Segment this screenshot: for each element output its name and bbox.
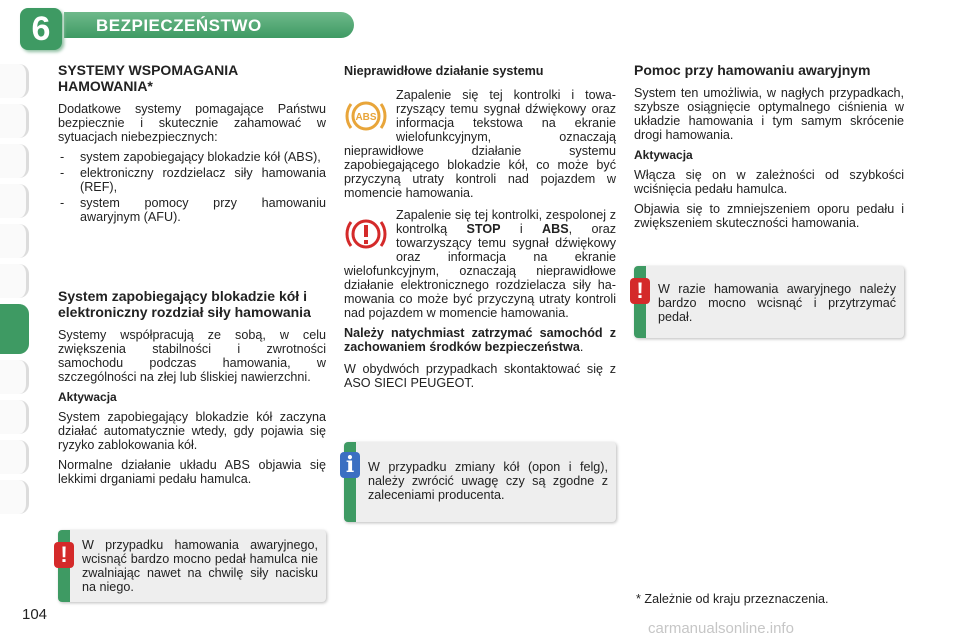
- warning-icon: !: [54, 542, 74, 568]
- warning-box-right: [634, 266, 904, 338]
- abs-lamp-paragraph: Zapalenie się tej kontrolki i towarzyszący temu sygnał dźwiękowy oraz informacja tekstowa na ekranie wielofunkcyjnym, oznaczają nieprawidłowe działanie systemu zapobiegającego blokadzie kół, co może być przyczyną utraty kontroli nad pojazdem w momencie hamowania.: [344, 88, 616, 200]
- chapter-tabs: [0, 64, 26, 520]
- activation-paragraph: System zapobiegający blokadzie kół zaczyna działać automatycznie wtedy, gdy pojawia się ryzyko zablokowania kół.: [58, 410, 326, 452]
- chapter-title: BEZPIECZEŃSTWO: [96, 16, 262, 35]
- activation-heading: Aktywacja: [58, 390, 117, 404]
- chapter-tab[interactable]: [0, 480, 29, 514]
- stop-word: STOP: [466, 222, 501, 236]
- warning-text: W przypadku hamowania awaryjnego, wcisnąć bardzo mocno pedał hamulca nie zwalniając nawet na chwilę siły nacisku na niego.: [82, 538, 318, 594]
- section-title-emergency-braking: Pomoc przy hamowaniu awaryjnym: [634, 62, 871, 78]
- normal-operation-paragraph: Normalne działanie układu ABS objawia się lekkimi drganiami pedału hamulca.: [58, 458, 326, 486]
- chapter-tab[interactable]: [0, 104, 29, 138]
- watermark: carmanualsonline.info: [648, 620, 794, 637]
- abs-paragraph: Systemy współpracują ze sobą, w celu zwiększenia stabilności i zwrotności samochodu podczas hamowania, w szczególności na złej lub śliskiej nawierzchni.: [58, 328, 326, 384]
- section-title-abs: System zapobiegający blokadzie kół i elektroniczny rozdział siły hamowania: [58, 288, 311, 320]
- abs-warning-lamp-icon: [344, 94, 388, 138]
- column-left-abs: [58, 288, 326, 492]
- chapter-tab[interactable]: [0, 440, 29, 474]
- list-item: - system zapobiegający blokadzie kół (ABS),: [58, 150, 326, 164]
- info-icon: i: [340, 452, 360, 478]
- emergency-paragraph: System ten umożliwia, w nagłych przypadkach, szybsze osiągnięcie optymalnego ciśnienia w układzie hamowania i tym samym skrócenie drogi hamowania.: [634, 86, 904, 142]
- brake-warning-lamp-icon: [344, 212, 388, 256]
- section-title-braking-systems: SYSTEMY WSPOMAGANIA HAMOWANIA*: [58, 62, 238, 94]
- column-right: [634, 62, 904, 236]
- warning-icon: !: [630, 278, 650, 304]
- info-text: W przypadku zmiany kół (opon i felg), należy zwrócić uwagę czy są zgodne z zaleceniami producenta.: [368, 460, 608, 502]
- page-number: 104: [22, 606, 48, 623]
- list-item: - system pomocy przy hamowaniu awaryjnym (AFU).: [58, 196, 326, 224]
- chapter-tab[interactable]: [0, 64, 29, 98]
- list-item: - elektroniczny rozdzielacz siły hamowania (REF),: [58, 166, 326, 194]
- column-left: [58, 62, 326, 230]
- contact-paragraph: W obydwóch przypadkach skontaktować się z ASO SIECI PEUGEOT.: [344, 362, 616, 390]
- chapter-tab[interactable]: [0, 184, 29, 218]
- chapter-tab[interactable]: [0, 360, 29, 394]
- stop-lamp-block: [344, 208, 616, 320]
- warning-text-right: W razie hamowania awaryjnego należy bardzo mocno wcisnąć i przytrzymać pedał.: [658, 282, 896, 324]
- chapter-tab[interactable]: [0, 400, 29, 434]
- chapter-header: [0, 0, 960, 52]
- chapter-tab[interactable]: [0, 144, 29, 178]
- chapter-tab[interactable]: [0, 224, 29, 258]
- section-title-malfunction: Nieprawidłowe działanie systemu: [344, 64, 544, 78]
- warning-box-left: [58, 530, 326, 602]
- footnote: * Zależnie od kraju przeznaczenia.: [636, 592, 829, 606]
- chapter-tab[interactable]: [0, 264, 29, 298]
- chapter-number: 6: [20, 8, 62, 50]
- intro-paragraph: Dodatkowe systemy pomagające Państwu bezpiecznie i skutecznie zahamować w sytuacjach niebezpiecznych:: [58, 102, 326, 144]
- abs-word: ABS: [542, 222, 569, 236]
- chapter-tab-active[interactable]: [0, 304, 29, 354]
- info-box: [344, 442, 616, 522]
- effect-paragraph: Objawia się to zmniejszeniem oporu pedału i zwiększeniem skuteczności hamowania.: [634, 202, 904, 230]
- abs-lamp-block: [344, 88, 616, 200]
- activation-paragraph-right: Włącza się on w zależności od szybkości wciśnięcia pedału hamulca.: [634, 168, 904, 196]
- activation-heading-right: Aktywacja: [634, 148, 693, 162]
- stop-lamp-paragraph: Zapalenie się tej kontrolki, zespolonej z kontrolką STOP i ABS, oraz towarzyszący temu sygnał dźwiękowy oraz informacja na ekranie wielofunkcyjnym, oznaczają nieprawidłowe działanie elektronicznego rozdzielacza siły hamowania co może być przyczyną utraty kontroli nad pojazdem w momencie hamowania.: [344, 208, 616, 320]
- abs-icon-label: ABS: [355, 112, 377, 123]
- systems-list: [58, 150, 326, 224]
- column-middle: [344, 64, 616, 396]
- stop-now-paragraph: Należy natychmiast zatrzymać samochód z zachowaniem środków bezpieczeństwa.: [344, 326, 616, 354]
